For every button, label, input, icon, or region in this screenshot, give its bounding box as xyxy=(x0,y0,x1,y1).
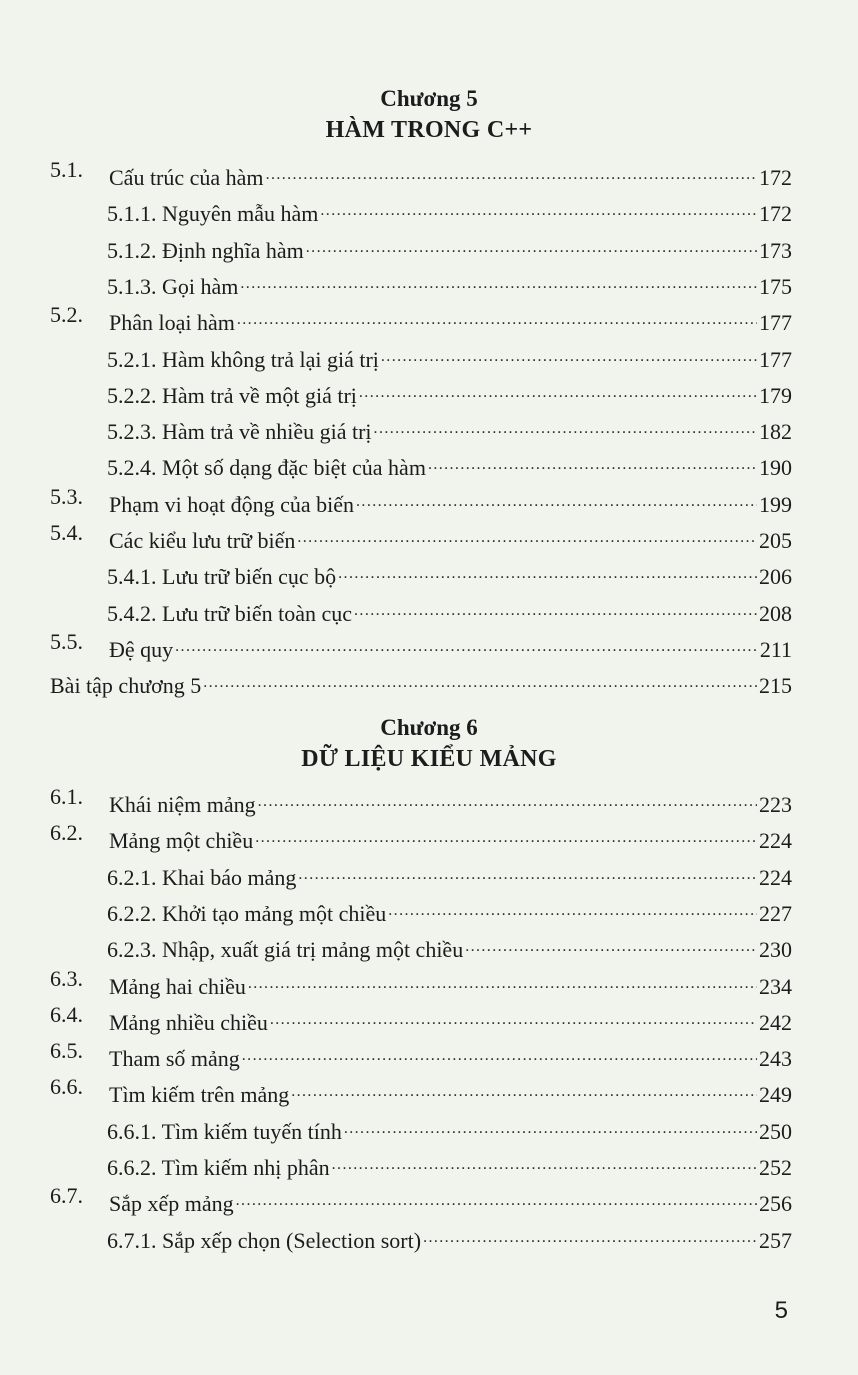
toc-entry xyxy=(0,155,858,190)
toc-entry-page: 211 xyxy=(759,636,792,662)
toc-entry-title: 6.7.1. Sắp xếp chọn (Selection sort) xyxy=(107,1227,422,1253)
toc-entry xyxy=(0,855,858,890)
toc-entry-page: 224 xyxy=(759,828,792,854)
toc-entry-page: 249 xyxy=(759,1082,792,1108)
dot-leader xyxy=(237,300,757,330)
toc-entry xyxy=(0,554,858,590)
dot-leader xyxy=(258,782,757,812)
toc-entry-page: 234 xyxy=(759,973,792,999)
dot-leader xyxy=(291,1072,757,1102)
dot-leader xyxy=(255,818,757,848)
toc-entry-page: 177 xyxy=(759,346,792,372)
toc-entry xyxy=(0,373,858,408)
dot-leader xyxy=(236,1181,757,1211)
toc-entry xyxy=(0,482,858,517)
toc-entry-page: 199 xyxy=(759,491,792,517)
toc-entry xyxy=(0,300,858,336)
toc-entry-title: Đệ quy xyxy=(109,636,174,662)
toc-entry-number: 6.4. xyxy=(50,1001,83,1027)
toc-entry xyxy=(0,409,858,445)
toc-entry xyxy=(0,1181,858,1217)
toc-entry xyxy=(0,927,858,963)
toc-entry xyxy=(0,1000,858,1035)
chapter-6-title: DỮ LIỆU KIỂU MẢNG xyxy=(301,746,557,772)
toc-entry-title: Khái niệm mảng xyxy=(109,792,256,817)
toc-entry-page: 172 xyxy=(759,165,792,190)
toc-entry-title: Các kiểu lưu trữ biến xyxy=(109,528,296,553)
toc-entry-number: 6.7. xyxy=(50,1183,83,1209)
toc-entry-title: 5.4.2. Lưu trữ biến toàn cục xyxy=(107,600,353,626)
toc-entry-page: 250 xyxy=(759,1118,792,1144)
toc-entry xyxy=(0,591,858,626)
toc-entry-page: 242 xyxy=(759,1009,792,1035)
toc-entry-page: 182 xyxy=(759,419,792,445)
toc-entry-title: 6.2.3. Nhập, xuất giá trị mảng một chiều xyxy=(107,937,464,963)
toc-entry-page: 224 xyxy=(759,864,792,890)
toc-entry-number: 6.1. xyxy=(50,784,83,809)
dot-leader xyxy=(344,1109,757,1139)
toc-entry xyxy=(0,1145,858,1180)
toc-entry-page: 190 xyxy=(759,455,792,481)
toc-entry xyxy=(0,663,858,699)
toc-entry-title: Mảng hai chiều xyxy=(109,973,246,999)
dot-leader xyxy=(388,891,757,921)
toc-entry-number: 5.2. xyxy=(50,302,83,328)
chapter-5-label: Chương 5 xyxy=(380,86,478,111)
toc-entry xyxy=(0,627,858,662)
toc-entry-page: 243 xyxy=(759,1046,792,1072)
dot-leader xyxy=(428,445,757,475)
dot-leader xyxy=(374,409,757,439)
toc-entry-number: 5.3. xyxy=(50,483,83,509)
toc-entry-title: Cấu trúc của hàm xyxy=(109,165,264,190)
dot-leader xyxy=(266,155,757,185)
toc-entry xyxy=(0,782,858,817)
toc-entry-title: 6.2.1. Khai báo mảng xyxy=(107,864,297,890)
toc-entry-title: 5.2.4. Một số dạng đặc biệt của hàm xyxy=(107,455,426,481)
toc-entry-number: 6.6. xyxy=(50,1074,83,1100)
toc-entry-title: 5.2.3. Hàm trả về nhiều giá trị xyxy=(107,419,372,445)
toc-entry-page: 205 xyxy=(759,528,792,553)
toc-entry xyxy=(0,964,858,999)
toc-entry xyxy=(0,1072,858,1108)
toc-entry-number: 5.4. xyxy=(50,520,83,545)
toc-entry-title: 5.1.2. Định nghĩa hàm xyxy=(107,237,304,263)
dot-leader xyxy=(297,518,757,548)
toc-entry-title: 5.4.1. Lưu trữ biến cục bộ xyxy=(107,564,337,590)
dot-leader xyxy=(359,373,757,403)
toc-entry-title: Bài tập chương 5 xyxy=(50,673,202,699)
dot-leader xyxy=(332,1145,757,1175)
toc-entry-title: Phạm vi hoạt động của biến xyxy=(109,491,355,517)
dot-leader xyxy=(306,228,757,258)
toc-entry-title: Tham số mảng xyxy=(109,1046,240,1072)
toc-entry xyxy=(0,518,858,553)
dot-leader xyxy=(338,554,757,584)
chapter-6-label: Chương 6 xyxy=(380,715,478,740)
dot-leader xyxy=(270,1000,757,1030)
toc-entry-title: Sắp xếp mảng xyxy=(109,1191,234,1217)
toc-entry-title: 5.1.3. Gọi hàm xyxy=(107,273,239,299)
toc-entry-page: 215 xyxy=(759,673,792,699)
dot-leader xyxy=(354,591,757,621)
toc-entry xyxy=(0,818,858,854)
dot-leader xyxy=(240,264,757,294)
toc-entry xyxy=(0,891,858,926)
dot-leader xyxy=(298,855,757,885)
toc-entry-page: 223 xyxy=(759,792,792,817)
dot-leader xyxy=(423,1218,757,1248)
toc-entry-title: Tìm kiếm trên mảng xyxy=(109,1082,290,1108)
dot-leader xyxy=(175,627,758,657)
toc-entry-page: 175 xyxy=(759,273,792,299)
dot-leader xyxy=(242,1036,757,1066)
toc-entry-title: 6.2.2. Khởi tạo mảng một chiều xyxy=(107,900,387,926)
toc-entry xyxy=(0,1036,858,1072)
toc-entry-title: 5.2.1. Hàm không trả lại giá trị xyxy=(107,346,379,372)
toc-entry-page: 208 xyxy=(759,600,792,626)
toc-entry-page: 252 xyxy=(759,1155,792,1180)
dot-leader xyxy=(381,337,757,367)
dot-leader xyxy=(320,191,757,221)
dot-leader xyxy=(203,663,757,693)
toc-entry xyxy=(0,264,858,299)
toc-entry-page: 256 xyxy=(759,1191,792,1217)
toc-entry-page: 257 xyxy=(759,1227,792,1253)
toc-entry-number: 5.1. xyxy=(50,157,83,182)
toc-entry-page: 172 xyxy=(759,201,792,227)
dot-leader xyxy=(248,964,757,994)
toc-entry-page: 227 xyxy=(759,900,792,926)
dot-leader xyxy=(465,927,757,957)
toc-entry-title: 5.2.2. Hàm trả về một giá trị xyxy=(107,382,357,408)
toc-entry-title: 6.6.1. Tìm kiếm tuyến tính xyxy=(107,1118,342,1144)
toc-entry xyxy=(0,337,858,372)
toc-entry xyxy=(0,228,858,263)
toc-entry-page: 230 xyxy=(759,937,792,963)
toc-entry-title: Mảng nhiều chiều xyxy=(109,1009,268,1035)
toc-entry xyxy=(0,1109,858,1144)
toc-entry xyxy=(0,1218,858,1253)
dot-leader xyxy=(356,482,757,512)
toc-entry-page: 206 xyxy=(759,564,792,590)
toc-entry-page: 179 xyxy=(759,382,792,408)
toc-entry-page: 177 xyxy=(759,310,792,336)
toc-entry-number: 5.5. xyxy=(50,628,83,654)
toc-entry-title: Phân loại hàm xyxy=(109,310,235,336)
toc-entry-number: 6.2. xyxy=(50,820,83,846)
toc-entry-title: Mảng một chiều xyxy=(109,828,254,854)
toc-entry xyxy=(0,445,858,481)
toc-entry-title: 5.1.1. Nguyên mẫu hàm xyxy=(107,201,319,227)
toc-entry-number: 6.3. xyxy=(50,965,83,991)
toc-entry-page: 173 xyxy=(759,237,792,263)
chapter-5-title: HÀM TRONG C++ xyxy=(325,117,533,143)
page-number: 5 xyxy=(774,1297,788,1324)
toc-entry xyxy=(0,191,858,227)
toc-entry-title: 6.6.2. Tìm kiếm nhị phân xyxy=(107,1155,330,1180)
toc-entry-number: 6.5. xyxy=(50,1038,83,1064)
